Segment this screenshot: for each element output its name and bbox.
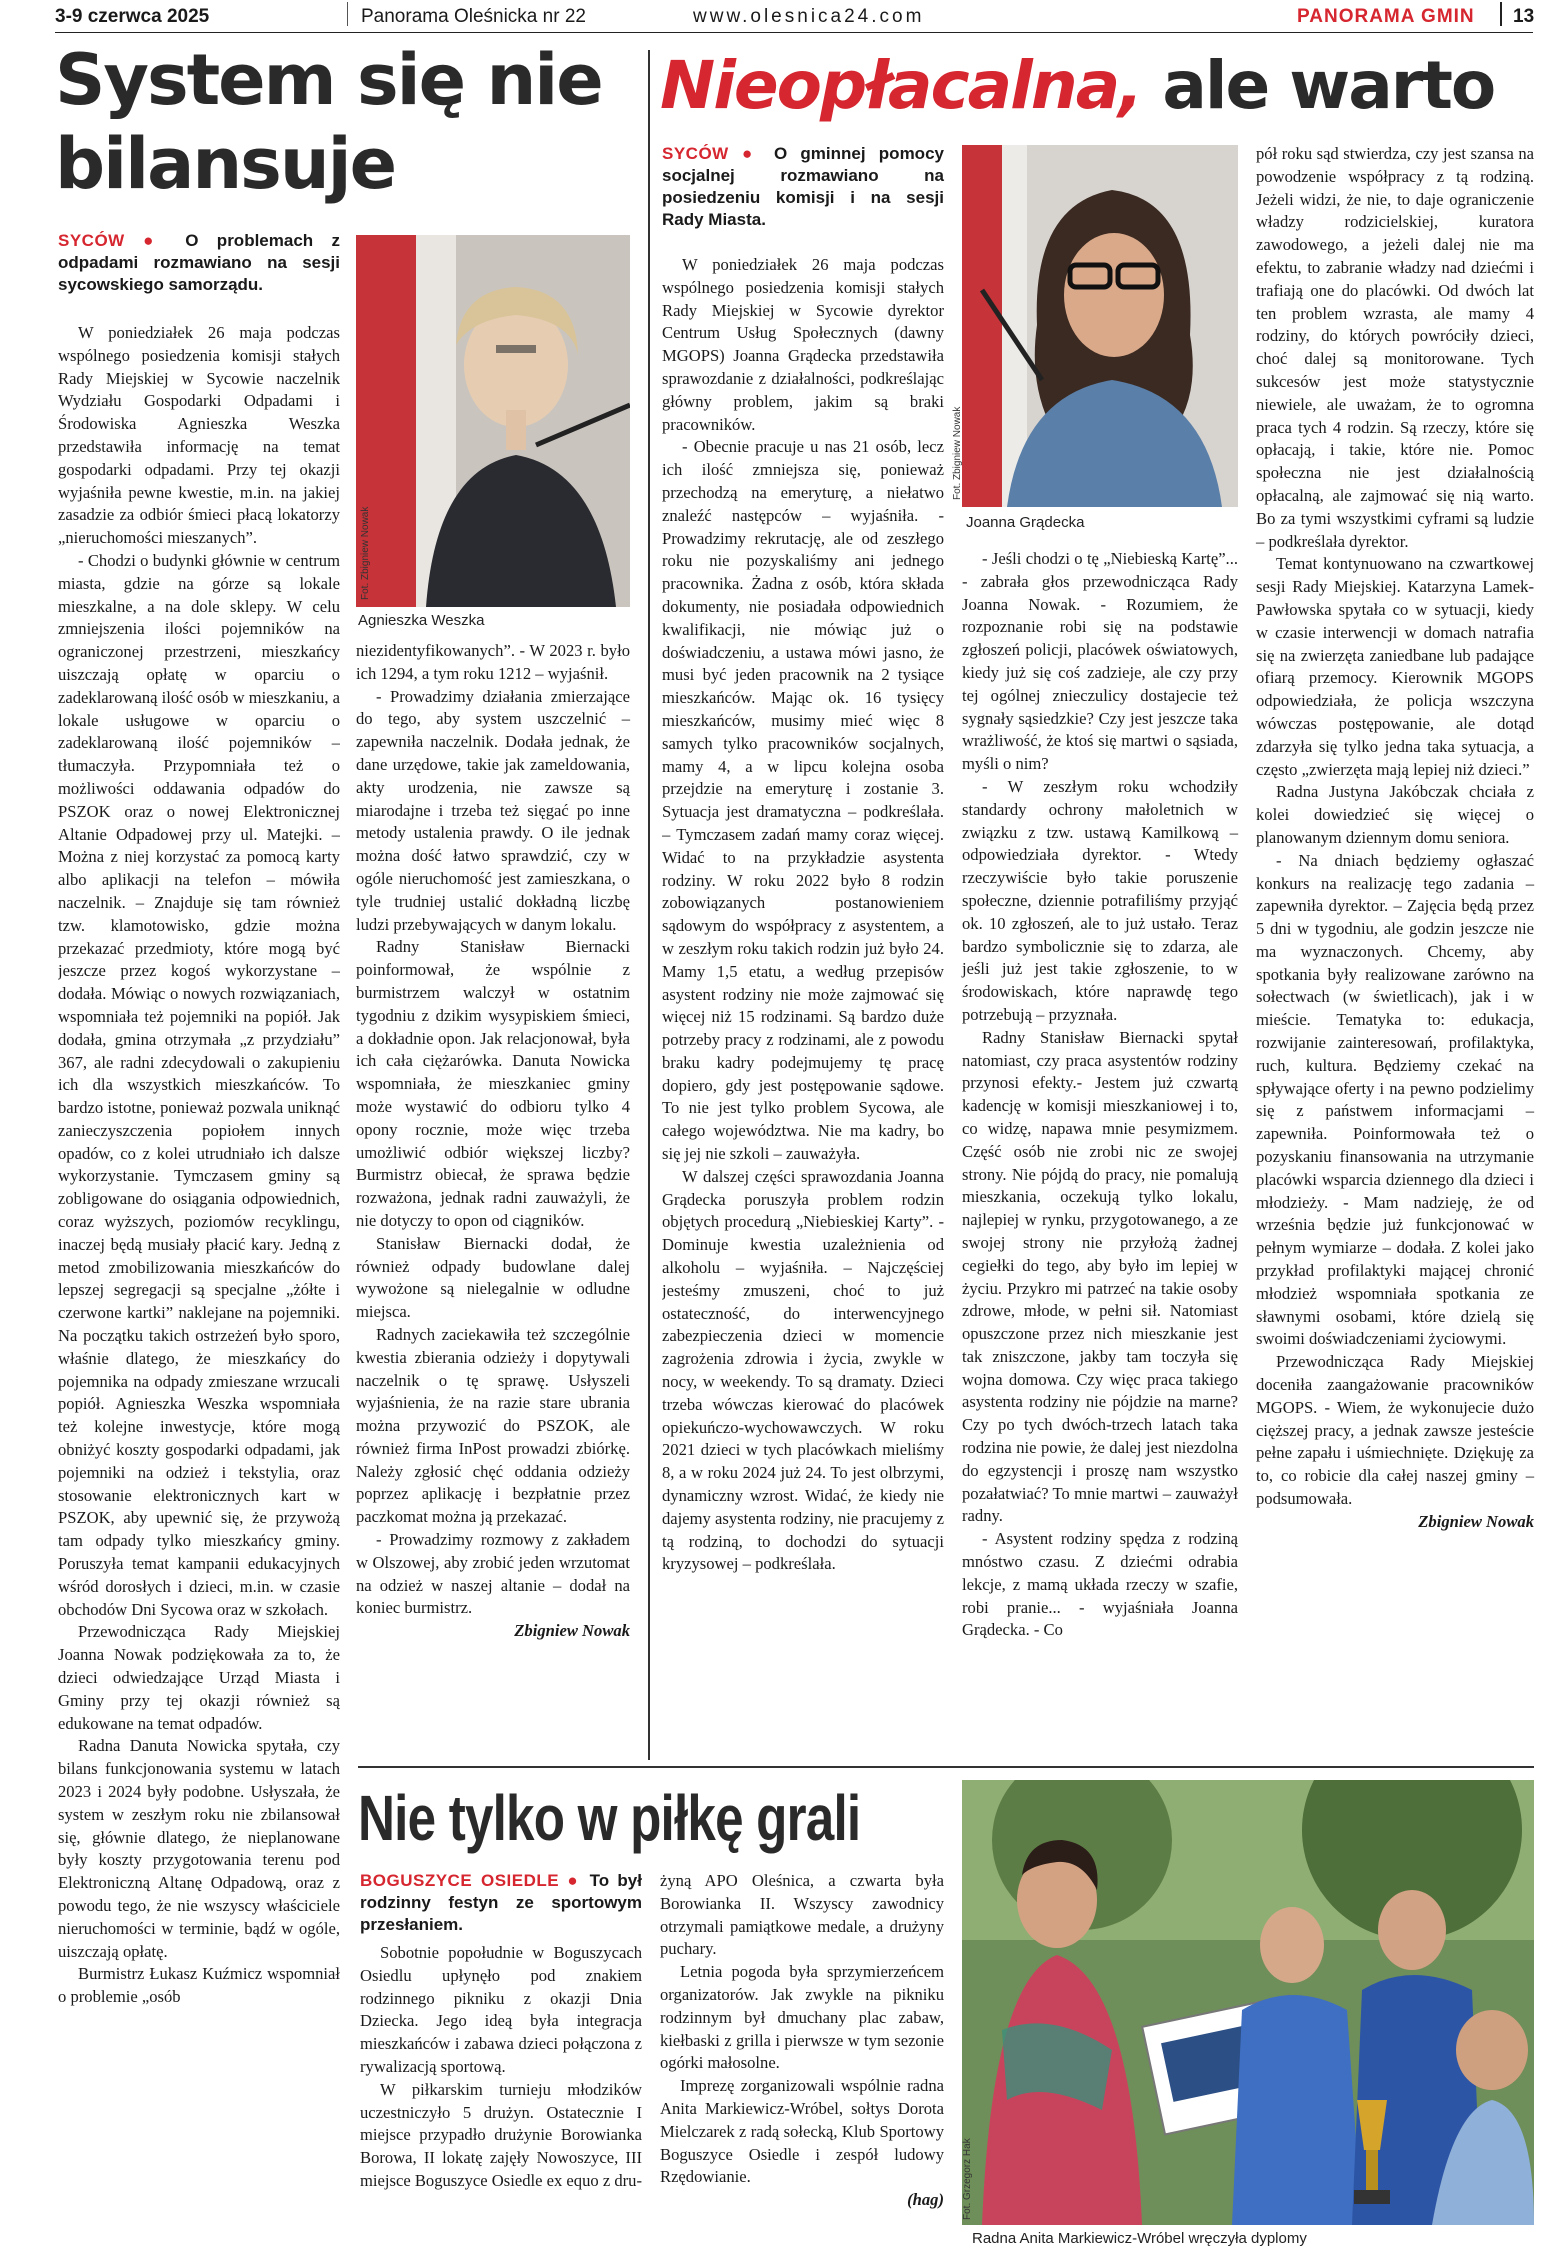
- issue-number: Panorama Oleśnicka nr 22: [361, 6, 586, 27]
- article3-author: (hag): [907, 2190, 944, 2210]
- paragraph: Radny Stanisław Biernacki poinformował, że wspólnie z burmistrzem walczył w ostatnim tygodniu z dzikim wysypiskiem śmieci, a dokładnie opon. Jak relacjonował, była ich cała ciężarówka. Danuta Nowicka wspomniała, że mieszkaniec gminy może wystawić do odbioru tylko 4 opony rocznie, może więc trzeba umożliwić odbiór większej liczby? Burmistrz obiecał, że sprawa będzie rozważona, jednak radni zauważyli, że nie dotyczy to opon od ciągników.: [356, 937, 630, 1230]
- article3-lead-text: To był rodzinny festyn ze sportowym przesłaniem.: [360, 1871, 642, 1934]
- article1-column1: [58, 322, 340, 2242]
- column-divider: [648, 50, 650, 1760]
- article3-column1: [360, 1942, 642, 2193]
- paragraph: Radna Danuta Nowicka spytała, czy bilans funkcjonowania systemu w latach 2023 i 2024 były podobne. Usłyszała, że system w zeszłym roku nie zbilansował się, głównie dlatego, że nieplanowane były koszty przygotowania terenu pod Elektroniczną Altanę Odpadową, oraz z powodu tego, że nie wszyscy właściciele nieruchomości w terminie, bądź w ogóle, uiszczają opłatę.: [58, 1736, 340, 1961]
- photo-caption: Joanna Grądecka: [966, 514, 1085, 531]
- article2-title-red: Nieopłacalna,: [660, 47, 1142, 124]
- paragraph: Temat kontynuowano na czwartkowej sesji Rady Miejskiej. Katarzyna Lamek-Pawłowska spytała co w sytuacji, kiedy w czasie interwencji w domach natrafia się na zwierzęta zaniedbane lub padające ofiarą przemocy. Kierownik MGOPS odpowiedziała, że policja wszczyna wówczas postępowanie, ale dotąd zdarzyła się tylko jedna taka sytuacja, a często „zwierzęta mają lepiej niż dzieci.”: [1256, 554, 1534, 779]
- bullet-icon: ●: [143, 231, 167, 250]
- paragraph: Letnia pogoda była sprzymierzeńcem organizatorów. Jak zwykle na pikniku rodzinnym był dmuchany plac zabaw, kiełbaski z grilla i pierwsze w tym sezonie ogórki małosolne.: [660, 1962, 944, 2073]
- photo-festival-awards: [962, 1780, 1534, 2225]
- article2-author: Zbigniew Nowak: [1418, 1511, 1534, 1531]
- article2-column3: [1256, 143, 1534, 1534]
- issue-date: 3-9 czerwca 2025: [55, 6, 210, 27]
- paragraph: - Prowadzimy działania zmierzające do tego, aby system uszczelnić – zapewniła naczelnik. Dodała jednak, że dane urzędowe, takie jak zameldowania, akty urodzenia, nie zawsze są miarodajne i trzeba też sięgać po inne metody ustalenia prawdy. O ile jednak można dość łatwo sprawdzić, czy w ogóle nieruchomość jest zamieszkana, o tyle trudniej ustalić dokładną liczbę ludzi przebywających w danym lokalu.: [356, 686, 630, 934]
- photo-caption: Agnieszka Weszka: [358, 612, 485, 629]
- paragraph: pół roku sąd stwierdza, czy jest szansa na powodzenie współpracy z tą rodziną. Jeżeli widzi, że nie, to daje ograniczenie władzy rodzicielskiej, kuratora zawodowego, a jeżeli dalej nie ma efektu, to zabranie władzy nad dziećmi i trafiają one do placówki. Od dwóch lat ten problem wzrasta, ale mamy 4 rodziny, do których powróciły dzieci, choć dalej są monitorowane. Tych sukcesów jest może statystycznie niewiele, ale uważam, że to ogromna praca tych 4 rodzin. Są rzeczy, które się opłacają, i takie, które nie. Pomoc społeczna nie jest działalnością opłacalną, ale zajmować się nią warto. Bo za tymi wszystkimi cyframi są ludzie – podkreślała dyrektor.: [1256, 144, 1534, 551]
- header-divider: [1500, 2, 1502, 26]
- paragraph: - Obecnie pracuje u nas 21 osób, lecz ich ilość zmniejsza się, ponieważ przechodzą na emeryturę, a niełatwo znaleźć następców – wyjaśniła. - Prowadzimy rekrutację, ale od zeszłego roku nie pozyskaliśmy ani jednego pracownika. Żadna z osób, która składa dokumenty, nie posiadała odpowiednich kwalifikacji, nie mówiąc już o doświadczeniu, a ustawa mówi jasno, że musi być jeden pracownik na 2 tysiące mieszkańców. Mając ok. 16 tysięcy mieszkańców, musimy mieć więc 8 samych tylko pracowników socjalnych, mamy 4, a w lipcu kolejna osoba przejdzie na emeryturę i zostanie 3. Sytuacja jest dramatyczna – podkreślała. – Tymczasem zadań mamy coraz więcej. Widać to na przykładzie asystenta rodziny. W roku 2022 było 8 rodzin zobowiązanych postanowieniem sądowym do współpracy z asystentem, a w zeszłym roku takich rodzin już było 24. Mamy 1,5 etatu, a według przepisów asystent rodziny nie może zajmować się więcej niż 15 rodzinami. Są bardzo duże potrzeby pracy z rodzinami, ale z powodu braku kadry podejmujemy tę pracę dopiero, gdy jest postępowanie sądowe. To nie jest tylko problem Sycowa, ale całego województwa. Nie ma kadry, bo się jej nie szkoli – zauważyła.: [662, 437, 944, 1164]
- portrait-image: [356, 235, 630, 607]
- article2-lead: [662, 143, 944, 231]
- article3-title: Nie tylko w piłkę grali: [358, 1782, 861, 1854]
- paragraph: Przewodnicząca Rady Miejskiej Joanna Nowak podziękowała za to, że dzieci odwiedzające Urząd Miasta i Gminy przy tej okazji również są edukowane na temat odpadów.: [58, 1622, 340, 1733]
- paragraph: W piłkarskim turnieju młodzików uczestniczyło 5 drużyn. Ostatecznie I miejsce przypadło drużynie Borowianka Borowa, II lokatę zajęły Nowoszyce, III miejsce Boguszyce Osiedle ex equo z dru-: [360, 2079, 642, 2190]
- paragraph: Stanisław Biernacki dodał, że również odpady budowlane dalej wywożone są nielegalnie w odludne miejsca.: [356, 1233, 630, 1322]
- article2-title-black: ale warto: [1162, 47, 1495, 124]
- photo-joanna-gradecka: [962, 145, 1238, 507]
- paragraph: - Chodzi o budynki głównie w centrum miasta, gdzie na górze są lokale mieszkalne, a na dole sklepy. W celu zmniejszenia ilości pojemników na ograniczonej przestrzeni, mieszkańcy uiszczają opłatę w oparciu o zadeklarowaną ilość osób w mieszkaniu, a lokale usługowe w oparciu o zadeklarowaną ilość pojemników – tłumaczyła. Przypomniała też o możliwości oddawania odpadów do PSZOK oraz o nowej Elektronicznej Altanie Odpadowej przy ul. Matejki. – Można z niej korzystać za pomocą karty albo aplikacji na telefon – mówiła naczelnik. – Znajduje się tam również tzw. klamotowisko, gdzie można przekazać przedmioty, które mogą być jeszcze przez kogoś wykorzystane – dodała. Mówiąc o nowych rozwiązaniach, wspomniała też pojemniki na popiół. Jak dodała, gmina otrzymała „z przydziału” 367, ale radni zdecydowali o zakupieniu ich dla wszystkich mieszkańców. To bardzo istotne, ponieważ pozwala uniknąć zanieczyszczenia popiołem innych opadów, co z kolei utrudniało ich dalsze wykorzystanie. Tymczasem gminy są zobligowane do osiągania odpowiednich, coraz wyższych, poziomów recyklingu, inaczej będą musiały płacić kary. Jedną z metod zmobilizowania mieszkańców do lepszej segregacji są specjalne „żółte i czerwone kartki” naklejane na pojemniki. Na początku takich ostrzeżeń było sporo, właśnie dlatego, że mieszkańcy do pojemnika na odpady zmieszane wrzucali popiół. Agnieszka Weszka wspomniała też kolejne inwestycje, które mogą obniżyć koszty gospodarki odpadami, jak pojemniki na odzież i tekstylia, oraz stosowanie elektronicznych kart w PSZOK, aby upewnić się, że przywożą tam odpady tylko mieszkańcy gminy. Poruszyła temat kampanii edukacyjnych wśród dorosłych i dzieci, m.in. w czasie obchodów Dni Sycowa oraz w szkołach.: [58, 550, 340, 1619]
- paragraph: - Na dniach będziemy ogłaszać konkurs na realizację tego zadania – zapewniła dyrektor. – Zajęcia będą przez 5 dni w tygodniu, ale godzin jeszcze nie ma wyznaczonych. Chcemy, aby spotkania były realizowane zarówno na sołectwach (w świetlicach), jak i w mieście. Tematyka to: edukacja, rozwijanie zainteresowań, profilaktyka, ruch, kultura. Będziemy czekać na spływające oferty i na pewno podzielimy się z państwem informacjami – zapewniła. Poinformowała też o pozyskaniu finansowania na utrzymanie placówki wsparcia dziennego dla dzieci i młodzieży. - Mam nadzieję, że od września będzie już funkcjonować w pełnym wymiarze – dodała. Z kolei jako przykład profilaktyki mającej chronić młodzież wspomniała spotkania ze sławnymi osobami, które dzielą się swoimi doświadczeniami życiowymi.: [1256, 850, 1534, 1349]
- paragraph: Radny Stanisław Biernacki spytał natomiast, czy praca asystentów rodziny przynosi efekty.- Jestem już czwartą kadencję w komisji mieszkaniowej i to, co widzę, napawa mnie pesymizmem. Część osób nie zrobi nic ze swojej strony. Nie pójdą do pracy, nie pomalują mieszkania, oczekują tylko lokalu, najlepiej w rynku, przygotowanego, a ze swojej strony nie przyłożą żadnej cegiełki do tego, aby było im lepiej w życiu. Przykro mi patrzeć na takie osoby zdrowe, młode, w pełni sił. Natomiast opuszczone przez nich mieszkanie jest tak zniszczone, jakby tam toczyła się wojna domowa. Czy więc praca takiego asystenta rodziny nie pójdzie na marne? Czy po tych dwóch-trzech latach taka rodzina nie powie, że dalej jest niezdolna do egzystencji i proszę nam wszystko pozałatwiać? To mnie martwi – zauważył radny.: [962, 1027, 1238, 1526]
- festival-image: [962, 1780, 1534, 2225]
- article1-lead: [58, 230, 340, 296]
- article1-location: SYCÓW: [58, 231, 125, 250]
- article2-column1: [662, 254, 944, 1749]
- paragraph: - W zeszłym roku wchodziły standardy ochrony małoletnich w związku z tzw. ustawą Kamilkową – odpowiedziała dyrektor. - Wtedy rzeczywiście było takie poruszenie społeczne, dziennie potrafiliśmy przyjąć ok. 10 zgłoszeń, ale to już ustało. Teraz bardzo symbolicznie się to zdarza, ale jeśli już jest takie zgłoszenie, to w środowiskach, które naprawdę tego potrzebują – przyznała.: [962, 776, 1238, 1024]
- section-name: PANORAMA GMIN: [1297, 6, 1475, 27]
- paragraph: żyną APO Oleśnica, a czwarta była Borowianka II. Wszyscy zawodnicy otrzymali pamiątkowe medale, a drużyny puchary.: [660, 1871, 944, 1959]
- paragraph: W poniedziałek 26 maja podczas wspólnego posiedzenia komisji stałych Rady Miejskiej w Sycowie dyrektor Centrum Usług Społecznych (dawny MGOPS) Joanna Grądecka przedstawiła sprawozdanie z działalności, podkreślając główny problem, jakim są braki pracowników.: [662, 255, 944, 434]
- header-divider: [347, 2, 348, 26]
- page-header: [55, 0, 1533, 33]
- article2-column2: [962, 548, 1238, 1642]
- article3-column2: [660, 1870, 944, 2212]
- photo-agnieszka-weszka: [356, 235, 630, 607]
- paragraph: Przewodnicząca Rady Miejskiej doceniła zaangażowanie pracowników MGOPS. - Wiem, że wykonujecie dużo cięższej pracy, a jednak zawsze jesteście pełne zapału i uśmiechnięte. Dziękuję za to, co robicie dla całej naszej gminy – podsumowała.: [1256, 1352, 1534, 1509]
- paragraph: Radnych zaciekawiła też szczególnie kwestia zbierania odzieży i dopytywali naczelnik o tę sprawę. Usłyszeli wyjaśnienia, że na razie stare ubrania można przywozić do PSZOK, ale również firma InPost prowadzi zbiórkę. Należy zgłosić chęć oddania odzieży poprzez aplikację i bezpłatnie przez paczkomat można ją przekazać.: [356, 1324, 630, 1527]
- section-divider: [358, 1766, 1534, 1768]
- portrait-image: [962, 145, 1238, 507]
- paragraph: W dalszej części sprawozdania Joanna Grądecka poruszyła problem rodzin objętych procedurą „Niebieskiej Karty”. - Dominuje kwestia uzależnienia od alkoholu – wyjaśniła. – Najczęściej jesteśmy zmuszeni, choć to już ostateczność, do interwencyjnego zabezpieczenia dzieci w momencie zagrożenia zdrowia i życia, zwykle w nocy, w weekendy. To są dramaty. Dzieci trzeba wówczas kierować do placówek opiekuńczo-wychowawczych. W roku 2021 dzieci w tych placówkach mieliśmy 8, a w roku 2024 już 24. To jest olbrzymi, dynamiczny wzrost. Widać, że kiedy nie dajemy asystenta rodziny, nie pracujemy z tą rodziną, to dochodzi do sytuacji kryzysowej – podkreślała.: [662, 1166, 944, 1574]
- paragraph: - Jeśli chodzi o tę „Niebieską Kartę”... - zabrała głos przewodnicząca Rady Joanna Nowak. - Rozumiem, że rozpoznanie robi się na podstawie zgłoszeń policji, placówek oświatowych, kiedy już się coś zadzieje, ale czy przy tej ogólnej znieczulicy dostajecie też sygnały sąsiedzkie? Czy jest jeszcze taka wrażliwość, że ktoś się martwi o sąsiada, myśli o nim?: [962, 549, 1238, 774]
- article1-author: Zbigniew Nowak: [514, 1621, 630, 1641]
- photo-credit: Fot. Zbigniew Nowak: [360, 506, 371, 600]
- page-number: 13: [1513, 6, 1535, 27]
- bullet-icon: ●: [567, 1871, 582, 1890]
- paragraph: Sobotnie popołudnie w Boguszycach Osiedlu upłynęło pod znakiem rodzinnego pikniku z okazji Dnia Dziecka. Jego ideą była integracja mieszkańców i zabawa dzieci połączona z rywalizacją sportową.: [360, 1943, 642, 2076]
- article3-location: BOGUSZYCE OSIEDLE: [360, 1871, 560, 1890]
- bullet-icon: ●: [741, 144, 761, 163]
- article2-lead-text: O gminnej pomocy socjalnej rozmawiano na posiedzeniu komisji i na sesji Rady Miasta.: [662, 144, 944, 229]
- paragraph: - Asystent rodziny spędza z rodziną mnóstwo czasu. Z dziećmi odrabia lekcje, z mamą układa rzeczy w szafie, robi pranie... - wyjaśniała Joanna Grądecka. - Co: [962, 1529, 1238, 1640]
- photo-caption: Radna Anita Markiewicz-Wróbel wręczyła dyplomy: [972, 2230, 1307, 2247]
- paragraph: W poniedziałek 26 maja podczas wspólnego posiedzenia komisji stałych Rady Miejskiej w Sycowie naczelnik Wydziału Gospodarki Odpadami i Środowiska Agnieszka Weszka przedstawiła informację na temat gospodarki odpadami. Przy tej okazji wyjaśniła pewne kwestie, m.in. na jakiej zasadzie za odbiór śmieci płacą lokatorzy „nieruchomości mieszanych”.: [58, 323, 340, 548]
- article1-lead-text: O problemach z odpadami rozmawiano na sesji sycowskiego samorządu.: [58, 231, 340, 294]
- article3-lead: [360, 1870, 642, 1936]
- article2-title: [660, 46, 1540, 126]
- paragraph: Imprezę zorganizowali wspólnie radna Anita Markiewicz-Wróbel, sołtys Dorota Mielczarek z radą sołecką, Klub Sportowy Boguszyce Osiedle i zespół ludowy Rzędowianie.: [660, 2076, 944, 2187]
- paragraph: niezidentyfikowanych”. - W 2023 r. było ich 1294, a tym roku 1212 – wyjaśnił.: [356, 641, 630, 683]
- paragraph: Radna Justyna Jakóbczak chciała z kolei dowiedzieć się więcej o planowanym dziennym domu seniora.: [1256, 782, 1534, 847]
- photo-credit: Fot. Zbigniew Nowak: [952, 406, 963, 500]
- article2-location: SYCÓW: [662, 144, 729, 163]
- article1-title: System się nie bilansuje: [55, 39, 602, 205]
- article1-column2: [356, 640, 630, 1643]
- paragraph: Burmistrz Łukasz Kuźmicz wspomniał o problemie „osób: [58, 1964, 340, 2007]
- photo-credit: Fot. Grzegorz Hak: [962, 2138, 973, 2220]
- paragraph: - Prowadzimy rozmowy z zakładem w Olszowej, aby zrobić jeden wrzutomat na odzież w naszej altanie – dodał na koniec burmistrz.: [356, 1530, 630, 1618]
- website-link[interactable]: www.olesnica24.com: [693, 6, 925, 27]
